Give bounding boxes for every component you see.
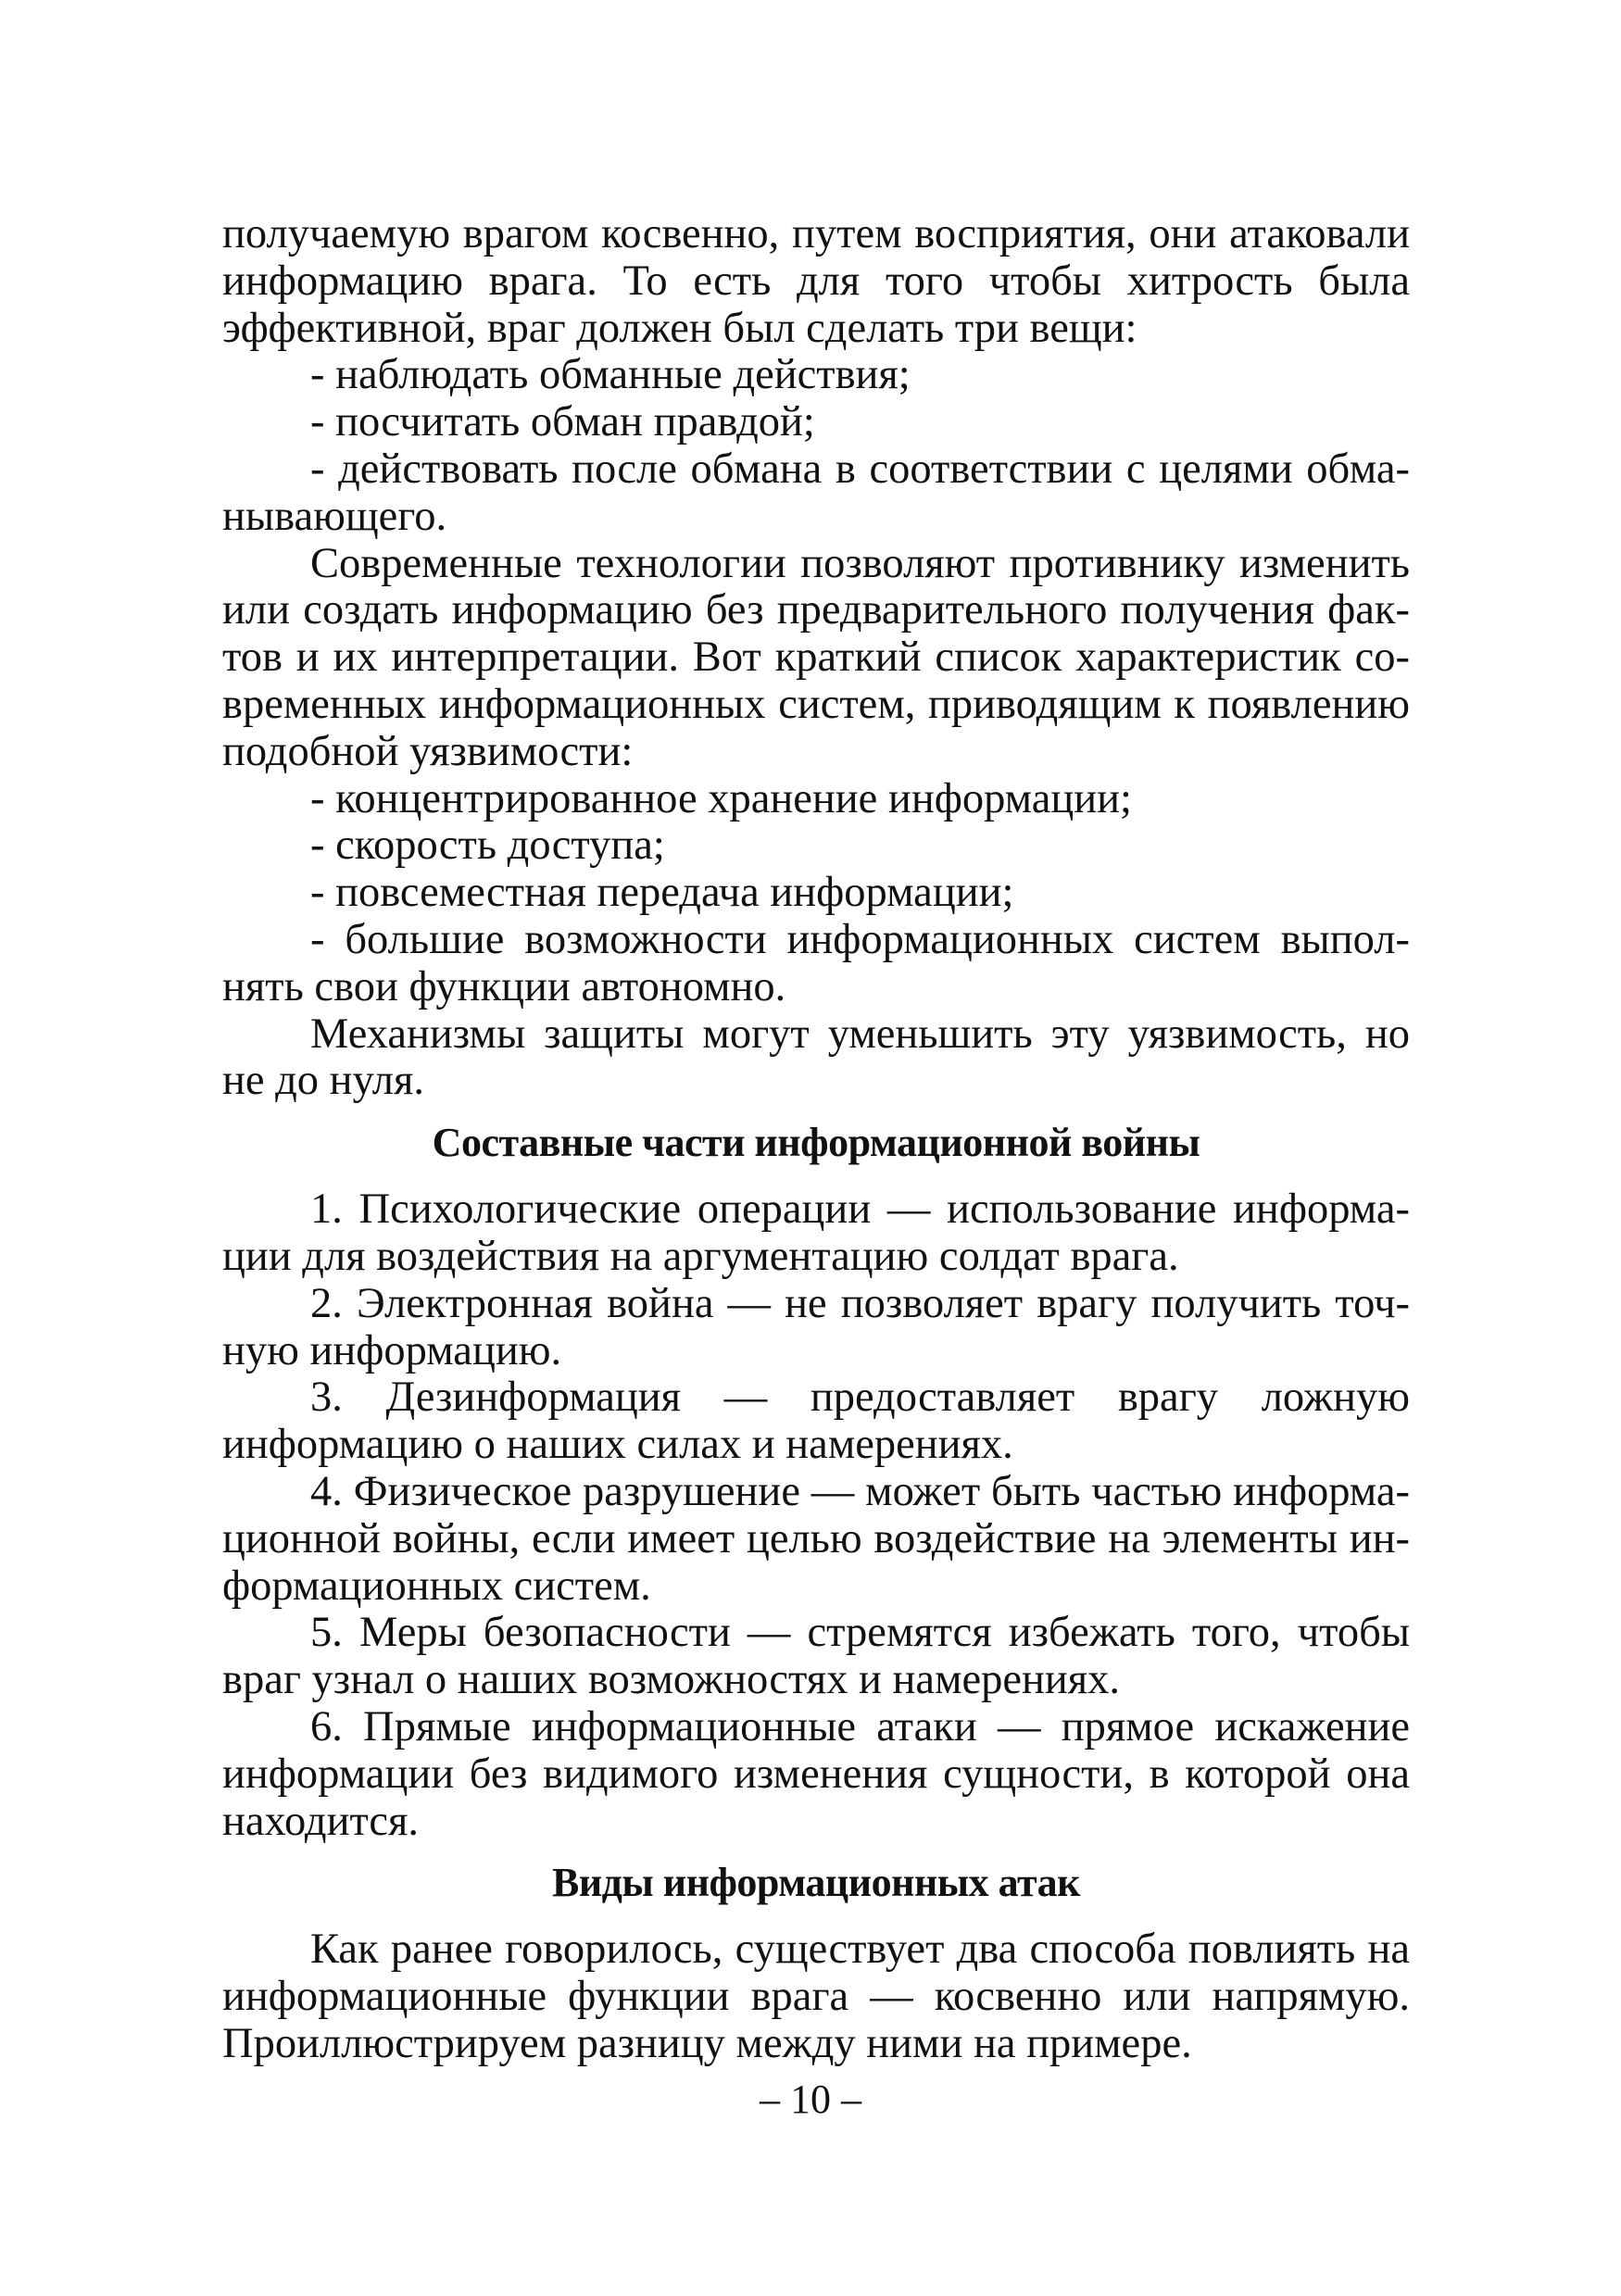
section-heading-components: Составные части информационной войны <box>432 1120 1200 1166</box>
paragraph-continuation: получаемую врагом косвенно, путем восприятия, они атаковали информацию врага. То есть для того чтобы хитрость была эффективной, враг должен был сделать три вещи: <box>222 210 1410 352</box>
list-item: - повсеместная передача информации; <box>310 869 1014 917</box>
section-heading-attack-types: Виды информационных атак <box>551 1860 1081 1906</box>
paragraph: Современные технологии позволяют противнику изменить или создать информацию без предварительного получения фактов и их интерпретации. Вот краткий список характеристик современных информационных систем, приводящим к появлению подобной уязвимости: <box>222 539 1410 775</box>
list-item: - действовать после обмана в соответствии с целями обманывающего. <box>222 445 1410 540</box>
numbered-item: 5. Меры безопасности — стремятся избежать того, чтобы враг узнал о наших возможностях и намерениях. <box>222 1609 1410 1704</box>
numbered-item: 6. Прямые информационные атаки — прямое искажение информации без видимого изменения сущности, в которой она находится. <box>222 1702 1410 1845</box>
list-item: - скорость доступа; <box>310 822 665 870</box>
list-item: - посчитать обман правдой; <box>310 398 815 446</box>
page-number: – 10 – <box>760 2076 861 2122</box>
page-body <box>222 211 1410 2068</box>
numbered-item: 1. Психологические операции — использование информации для воздействия на аргументацию солдат врага. <box>222 1186 1410 1280</box>
list-item: - большие возможности информационных систем выполнять свои функции автономно. <box>222 915 1410 1010</box>
numbered-item: 3. Дезинформация — предоставляет врагу ложную информацию о наших силах и намерениях. <box>222 1374 1410 1469</box>
numbered-item: 4. Физическое разрушение — может быть частью информационной войны, если имеет целью воздействие на элементы информационных систем. <box>222 1467 1410 1610</box>
numbered-item: 2. Электронная война — не позволяет врагу получить точную информацию. <box>222 1279 1410 1374</box>
paragraph: Механизмы защиты могут уменьшить эту уязвимость, но не до нуля. <box>222 1010 1410 1105</box>
list-item: - наблюдать обманные действия; <box>310 351 911 399</box>
paragraph: Как ранее говорилось, существует два способа повлиять на информационные функции врага — косвенно или напрямую. Проиллюстрируем разницу между ними на примере. <box>222 1926 1410 2067</box>
list-item: - концентрированное хранение информации; <box>310 774 1132 822</box>
